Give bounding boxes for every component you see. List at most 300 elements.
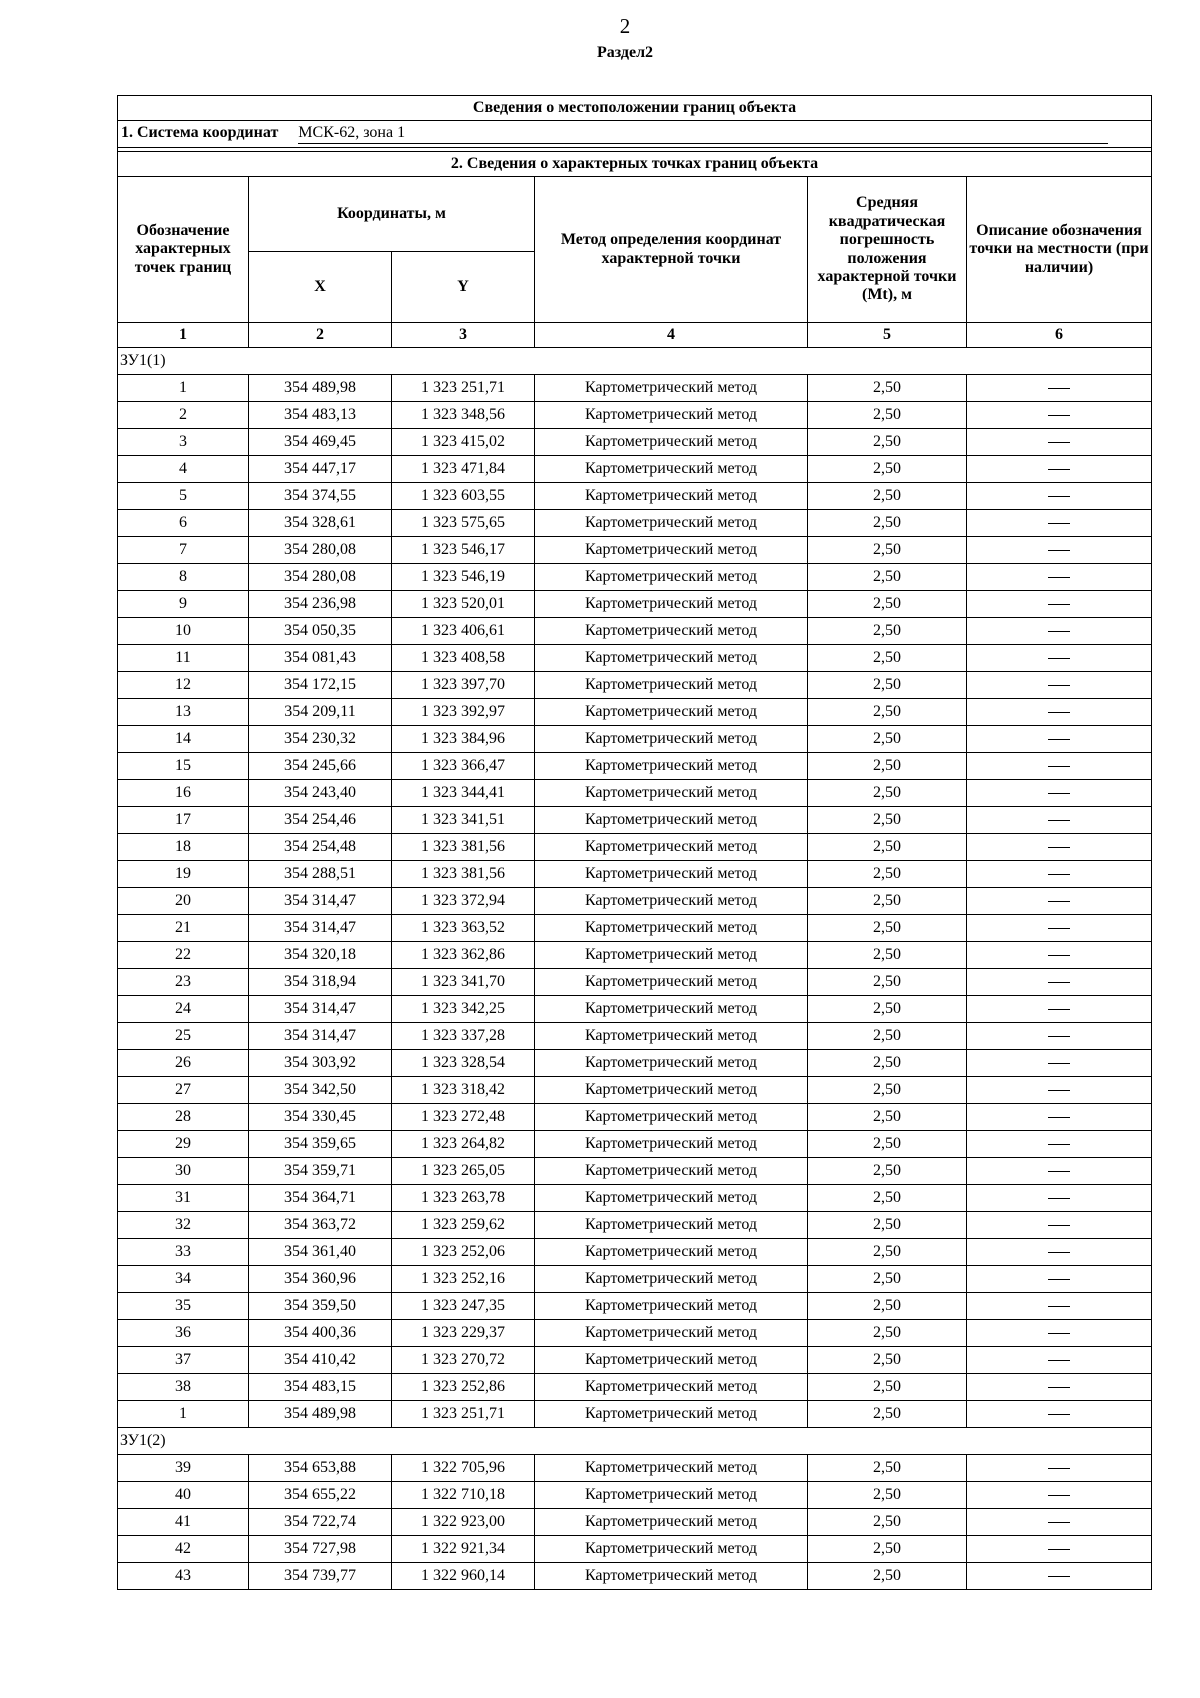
method-cell: Картометрический метод bbox=[535, 996, 808, 1023]
method-cell: Картометрический метод bbox=[535, 1185, 808, 1212]
description-cell bbox=[967, 1320, 1152, 1347]
table-row bbox=[118, 753, 1152, 780]
method-cell: Картометрический метод bbox=[535, 1563, 808, 1590]
y-coordinate-cell: 1 323 366,47 bbox=[392, 753, 535, 780]
error-cell: 2,50 bbox=[808, 861, 967, 888]
error-cell: 2,50 bbox=[808, 1023, 967, 1050]
column-number: 5 bbox=[808, 323, 967, 348]
y-coordinate-cell: 1 323 272,48 bbox=[392, 1104, 535, 1131]
method-cell: Картометрический метод bbox=[535, 483, 808, 510]
description-cell bbox=[967, 969, 1152, 996]
table-row bbox=[118, 1536, 1152, 1563]
y-coordinate-cell: 1 323 344,41 bbox=[392, 780, 535, 807]
x-coordinate-cell: 354 360,96 bbox=[249, 1266, 392, 1293]
x-coordinate-cell: 354 653,88 bbox=[249, 1455, 392, 1482]
dash-mark bbox=[1048, 1549, 1070, 1550]
table-row bbox=[118, 969, 1152, 996]
error-cell: 2,50 bbox=[808, 537, 967, 564]
description-cell bbox=[967, 1536, 1152, 1563]
point-number-cell: 23 bbox=[118, 969, 249, 996]
y-coordinate-cell: 1 323 603,55 bbox=[392, 483, 535, 510]
table-row bbox=[118, 1482, 1152, 1509]
x-coordinate-cell: 354 359,50 bbox=[249, 1293, 392, 1320]
point-number-cell: 39 bbox=[118, 1455, 249, 1482]
table-row bbox=[118, 375, 1152, 402]
y-coordinate-cell: 1 323 229,37 bbox=[392, 1320, 535, 1347]
description-cell bbox=[967, 807, 1152, 834]
dash-mark bbox=[1048, 442, 1070, 443]
column-number: 1 bbox=[118, 323, 249, 348]
table-row bbox=[118, 1455, 1152, 1482]
error-cell: 2,50 bbox=[808, 780, 967, 807]
point-number-cell: 35 bbox=[118, 1293, 249, 1320]
error-cell: 2,50 bbox=[808, 645, 967, 672]
error-cell: 2,50 bbox=[808, 1347, 967, 1374]
x-coordinate-cell: 354 359,65 bbox=[249, 1131, 392, 1158]
error-cell: 2,50 bbox=[808, 1536, 967, 1563]
x-coordinate-cell: 354 400,36 bbox=[249, 1320, 392, 1347]
table-row bbox=[118, 861, 1152, 888]
point-number-cell: 29 bbox=[118, 1131, 249, 1158]
group-label: ЗУ1(1) bbox=[118, 348, 1152, 375]
y-coordinate-cell: 1 323 342,25 bbox=[392, 996, 535, 1023]
description-cell bbox=[967, 1266, 1152, 1293]
method-cell: Картометрический метод bbox=[535, 1239, 808, 1266]
x-coordinate-cell: 354 447,17 bbox=[249, 456, 392, 483]
dash-mark bbox=[1048, 469, 1070, 470]
x-coordinate-cell: 354 359,71 bbox=[249, 1158, 392, 1185]
dash-mark bbox=[1048, 739, 1070, 740]
point-number-cell: 28 bbox=[118, 1104, 249, 1131]
dash-mark bbox=[1048, 1117, 1070, 1118]
table-row bbox=[118, 1185, 1152, 1212]
table-row bbox=[118, 834, 1152, 861]
point-number-cell: 24 bbox=[118, 996, 249, 1023]
point-number-cell: 2 bbox=[118, 402, 249, 429]
y-coordinate-cell: 1 323 575,65 bbox=[392, 510, 535, 537]
dash-mark bbox=[1048, 1279, 1070, 1280]
group-row bbox=[118, 348, 1152, 375]
y-coordinate-cell: 1 323 264,82 bbox=[392, 1131, 535, 1158]
method-cell: Картометрический метод bbox=[535, 1023, 808, 1050]
dash-mark bbox=[1048, 793, 1070, 794]
method-cell: Картометрический метод bbox=[535, 1374, 808, 1401]
method-cell: Картометрический метод bbox=[535, 888, 808, 915]
error-cell: 2,50 bbox=[808, 915, 967, 942]
group-row bbox=[118, 1428, 1152, 1455]
method-cell: Картометрический метод bbox=[535, 510, 808, 537]
description-cell bbox=[967, 726, 1152, 753]
point-number-cell: 17 bbox=[118, 807, 249, 834]
x-coordinate-cell: 354 314,47 bbox=[249, 1023, 392, 1050]
point-number-cell: 40 bbox=[118, 1482, 249, 1509]
point-number-cell: 8 bbox=[118, 564, 249, 591]
dash-mark bbox=[1048, 982, 1070, 983]
method-cell: Картометрический метод bbox=[535, 1482, 808, 1509]
method-cell: Картометрический метод bbox=[535, 1131, 808, 1158]
method-cell: Картометрический метод bbox=[535, 456, 808, 483]
table-row bbox=[118, 537, 1152, 564]
description-cell bbox=[967, 483, 1152, 510]
point-number-cell: 10 bbox=[118, 618, 249, 645]
y-coordinate-cell: 1 323 265,05 bbox=[392, 1158, 535, 1185]
column-number: 4 bbox=[535, 323, 808, 348]
y-coordinate-cell: 1 323 381,56 bbox=[392, 834, 535, 861]
method-cell: Картометрический метод bbox=[535, 807, 808, 834]
description-cell bbox=[967, 672, 1152, 699]
x-coordinate-cell: 354 655,22 bbox=[249, 1482, 392, 1509]
table-row bbox=[118, 564, 1152, 591]
y-coordinate-cell: 1 323 362,86 bbox=[392, 942, 535, 969]
description-cell bbox=[967, 1050, 1152, 1077]
point-number-cell: 43 bbox=[118, 1563, 249, 1590]
method-cell: Картометрический метод bbox=[535, 1401, 808, 1428]
table-row bbox=[118, 915, 1152, 942]
method-cell: Картометрический метод bbox=[535, 942, 808, 969]
x-coordinate-cell: 354 081,43 bbox=[249, 645, 392, 672]
table-row bbox=[118, 1509, 1152, 1536]
column-number: 2 bbox=[249, 323, 392, 348]
point-number-cell: 19 bbox=[118, 861, 249, 888]
dash-mark bbox=[1048, 577, 1070, 578]
point-number-cell: 1 bbox=[118, 1401, 249, 1428]
table-row bbox=[118, 1050, 1152, 1077]
header-method: Метод определения координат характерной точки bbox=[535, 177, 808, 323]
method-cell: Картометрический метод bbox=[535, 429, 808, 456]
x-coordinate-cell: 354 361,40 bbox=[249, 1239, 392, 1266]
y-coordinate-cell: 1 322 710,18 bbox=[392, 1482, 535, 1509]
error-cell: 2,50 bbox=[808, 1374, 967, 1401]
error-cell: 2,50 bbox=[808, 699, 967, 726]
x-coordinate-cell: 354 209,11 bbox=[249, 699, 392, 726]
table-row bbox=[118, 645, 1152, 672]
description-cell bbox=[967, 1158, 1152, 1185]
error-cell: 2,50 bbox=[808, 1509, 967, 1536]
description-cell bbox=[967, 1104, 1152, 1131]
description-cell bbox=[967, 1374, 1152, 1401]
table-row bbox=[118, 1266, 1152, 1293]
y-coordinate-cell: 1 323 381,56 bbox=[392, 861, 535, 888]
y-coordinate-cell: 1 323 384,96 bbox=[392, 726, 535, 753]
dash-mark bbox=[1048, 1198, 1070, 1199]
x-coordinate-cell: 354 303,92 bbox=[249, 1050, 392, 1077]
method-cell: Картометрический метод bbox=[535, 591, 808, 618]
point-number-cell: 18 bbox=[118, 834, 249, 861]
dash-mark bbox=[1048, 604, 1070, 605]
dash-mark bbox=[1048, 550, 1070, 551]
method-cell: Картометрический метод bbox=[535, 1266, 808, 1293]
x-coordinate-cell: 354 243,40 bbox=[249, 780, 392, 807]
boundary-points-table bbox=[117, 95, 1152, 1590]
x-coordinate-cell: 354 050,35 bbox=[249, 618, 392, 645]
dash-mark bbox=[1048, 1171, 1070, 1172]
table-row bbox=[118, 1212, 1152, 1239]
table-row bbox=[118, 1077, 1152, 1104]
dash-mark bbox=[1048, 1576, 1070, 1577]
description-cell bbox=[967, 780, 1152, 807]
table-row bbox=[118, 780, 1152, 807]
error-cell: 2,50 bbox=[808, 456, 967, 483]
x-coordinate-cell: 354 280,08 bbox=[249, 537, 392, 564]
table-row bbox=[118, 483, 1152, 510]
error-cell: 2,50 bbox=[808, 753, 967, 780]
error-cell: 2,50 bbox=[808, 591, 967, 618]
error-cell: 2,50 bbox=[808, 726, 967, 753]
table-row bbox=[118, 807, 1152, 834]
description-cell bbox=[967, 564, 1152, 591]
y-coordinate-cell: 1 323 337,28 bbox=[392, 1023, 535, 1050]
description-cell bbox=[967, 915, 1152, 942]
point-number-cell: 6 bbox=[118, 510, 249, 537]
error-cell: 2,50 bbox=[808, 402, 967, 429]
dash-mark bbox=[1048, 1495, 1070, 1496]
error-cell: 2,50 bbox=[808, 1212, 967, 1239]
error-cell: 2,50 bbox=[808, 1077, 967, 1104]
table-row bbox=[118, 591, 1152, 618]
column-number: 6 bbox=[967, 323, 1152, 348]
y-coordinate-cell: 1 323 415,02 bbox=[392, 429, 535, 456]
table-row bbox=[118, 1563, 1152, 1590]
error-cell: 2,50 bbox=[808, 834, 967, 861]
y-coordinate-cell: 1 323 408,58 bbox=[392, 645, 535, 672]
description-cell bbox=[967, 699, 1152, 726]
error-cell: 2,50 bbox=[808, 996, 967, 1023]
description-cell bbox=[967, 429, 1152, 456]
x-coordinate-cell: 354 363,72 bbox=[249, 1212, 392, 1239]
table-row bbox=[118, 942, 1152, 969]
error-cell: 2,50 bbox=[808, 807, 967, 834]
method-cell: Картометрический метод bbox=[535, 834, 808, 861]
error-cell: 2,50 bbox=[808, 1131, 967, 1158]
table-row bbox=[118, 618, 1152, 645]
dash-mark bbox=[1048, 1144, 1070, 1145]
x-coordinate-cell: 354 489,98 bbox=[249, 375, 392, 402]
point-number-cell: 33 bbox=[118, 1239, 249, 1266]
dash-mark bbox=[1048, 1090, 1070, 1091]
table-row bbox=[118, 429, 1152, 456]
table-row bbox=[118, 1239, 1152, 1266]
table-row bbox=[118, 1293, 1152, 1320]
y-coordinate-cell: 1 323 341,70 bbox=[392, 969, 535, 996]
description-cell bbox=[967, 645, 1152, 672]
table-subtitle: 2. Сведения о характерных точках границ объекта bbox=[118, 152, 1152, 177]
header-error: Средняя квадратическая погрешность положения характерной точки (Mt), м bbox=[808, 177, 967, 323]
point-number-cell: 26 bbox=[118, 1050, 249, 1077]
dash-mark bbox=[1048, 820, 1070, 821]
y-coordinate-cell: 1 322 705,96 bbox=[392, 1455, 535, 1482]
description-cell bbox=[967, 942, 1152, 969]
point-number-cell: 22 bbox=[118, 942, 249, 969]
description-cell bbox=[967, 1023, 1152, 1050]
y-coordinate-cell: 1 322 923,00 bbox=[392, 1509, 535, 1536]
y-coordinate-cell: 1 323 247,35 bbox=[392, 1293, 535, 1320]
description-cell bbox=[967, 1563, 1152, 1590]
method-cell: Картометрический метод bbox=[535, 1347, 808, 1374]
method-cell: Картометрический метод bbox=[535, 780, 808, 807]
header-coordinates: Координаты, м bbox=[249, 177, 535, 252]
method-cell: Картометрический метод bbox=[535, 1509, 808, 1536]
x-coordinate-cell: 354 342,50 bbox=[249, 1077, 392, 1104]
table-row bbox=[118, 402, 1152, 429]
y-coordinate-cell: 1 323 546,19 bbox=[392, 564, 535, 591]
point-number-cell: 34 bbox=[118, 1266, 249, 1293]
description-cell bbox=[967, 1077, 1152, 1104]
dash-mark bbox=[1048, 1225, 1070, 1226]
table-row bbox=[118, 1401, 1152, 1428]
error-cell: 2,50 bbox=[808, 1563, 967, 1590]
x-coordinate-cell: 354 469,45 bbox=[249, 429, 392, 456]
dash-mark bbox=[1048, 496, 1070, 497]
x-coordinate-cell: 354 727,98 bbox=[249, 1536, 392, 1563]
y-coordinate-cell: 1 323 252,06 bbox=[392, 1239, 535, 1266]
point-number-cell: 4 bbox=[118, 456, 249, 483]
point-number-cell: 1 bbox=[118, 375, 249, 402]
header-description: Описание обозначения точки на местности (при наличии) bbox=[967, 177, 1152, 323]
table-row bbox=[118, 672, 1152, 699]
description-cell bbox=[967, 1482, 1152, 1509]
point-number-cell: 13 bbox=[118, 699, 249, 726]
header-designation: Обозначение характерных точек границ bbox=[118, 177, 249, 323]
table-row bbox=[118, 996, 1152, 1023]
y-coordinate-cell: 1 323 252,86 bbox=[392, 1374, 535, 1401]
method-cell: Картометрический метод bbox=[535, 1320, 808, 1347]
dash-mark bbox=[1048, 388, 1070, 389]
dash-mark bbox=[1048, 1414, 1070, 1415]
description-cell bbox=[967, 1455, 1152, 1482]
page-number: 2 bbox=[619, 14, 631, 38]
method-cell: Картометрический метод bbox=[535, 1212, 808, 1239]
method-cell: Картометрический метод bbox=[535, 861, 808, 888]
point-number-cell: 27 bbox=[118, 1077, 249, 1104]
error-cell: 2,50 bbox=[808, 1482, 967, 1509]
x-coordinate-cell: 354 483,15 bbox=[249, 1374, 392, 1401]
x-coordinate-cell: 354 483,13 bbox=[249, 402, 392, 429]
method-cell: Картометрический метод bbox=[535, 1158, 808, 1185]
method-cell: Картометрический метод bbox=[535, 564, 808, 591]
point-number-cell: 5 bbox=[118, 483, 249, 510]
x-coordinate-cell: 354 254,46 bbox=[249, 807, 392, 834]
coord-system-value: МСК-62, зона 1 bbox=[298, 124, 1108, 143]
table-row bbox=[118, 1158, 1152, 1185]
table-body bbox=[118, 348, 1152, 1590]
table-row bbox=[118, 888, 1152, 915]
error-cell: 2,50 bbox=[808, 1104, 967, 1131]
x-coordinate-cell: 354 489,98 bbox=[249, 1401, 392, 1428]
error-cell: 2,50 bbox=[808, 429, 967, 456]
table-row bbox=[118, 1320, 1152, 1347]
error-cell: 2,50 bbox=[808, 672, 967, 699]
point-number-cell: 31 bbox=[118, 1185, 249, 1212]
group-label: ЗУ1(2) bbox=[118, 1428, 1152, 1455]
x-coordinate-cell: 354 172,15 bbox=[249, 672, 392, 699]
header-x: X bbox=[249, 252, 392, 323]
y-coordinate-cell: 1 323 546,17 bbox=[392, 537, 535, 564]
table-row bbox=[118, 510, 1152, 537]
description-cell bbox=[967, 834, 1152, 861]
x-coordinate-cell: 354 328,61 bbox=[249, 510, 392, 537]
y-coordinate-cell: 1 323 363,52 bbox=[392, 915, 535, 942]
dash-mark bbox=[1048, 415, 1070, 416]
error-cell: 2,50 bbox=[808, 483, 967, 510]
description-cell bbox=[967, 591, 1152, 618]
x-coordinate-cell: 354 230,32 bbox=[249, 726, 392, 753]
method-cell: Картометрический метод bbox=[535, 375, 808, 402]
description-cell bbox=[967, 861, 1152, 888]
method-cell: Картометрический метод bbox=[535, 1455, 808, 1482]
method-cell: Картометрический метод bbox=[535, 915, 808, 942]
x-coordinate-cell: 354 314,47 bbox=[249, 915, 392, 942]
description-cell bbox=[967, 1185, 1152, 1212]
x-coordinate-cell: 354 410,42 bbox=[249, 1347, 392, 1374]
table-row bbox=[118, 1131, 1152, 1158]
description-cell bbox=[967, 1239, 1152, 1266]
dash-mark bbox=[1048, 1036, 1070, 1037]
point-number-cell: 38 bbox=[118, 1374, 249, 1401]
dash-mark bbox=[1048, 1387, 1070, 1388]
error-cell: 2,50 bbox=[808, 375, 967, 402]
y-coordinate-cell: 1 323 372,94 bbox=[392, 888, 535, 915]
dash-mark bbox=[1048, 1333, 1070, 1334]
description-cell bbox=[967, 996, 1152, 1023]
method-cell: Картометрический метод bbox=[535, 699, 808, 726]
point-number-cell: 36 bbox=[118, 1320, 249, 1347]
method-cell: Картометрический метод bbox=[535, 1536, 808, 1563]
method-cell: Картометрический метод bbox=[535, 1050, 808, 1077]
point-number-cell: 11 bbox=[118, 645, 249, 672]
x-coordinate-cell: 354 374,55 bbox=[249, 483, 392, 510]
y-coordinate-cell: 1 323 341,51 bbox=[392, 807, 535, 834]
dash-mark bbox=[1048, 1009, 1070, 1010]
method-cell: Картометрический метод bbox=[535, 753, 808, 780]
x-coordinate-cell: 354 330,45 bbox=[249, 1104, 392, 1131]
y-coordinate-cell: 1 323 251,71 bbox=[392, 1401, 535, 1428]
description-cell bbox=[967, 1293, 1152, 1320]
error-cell: 2,50 bbox=[808, 1293, 967, 1320]
column-numbers-row bbox=[118, 323, 1152, 348]
column-number: 3 bbox=[392, 323, 535, 348]
method-cell: Картометрический метод bbox=[535, 969, 808, 996]
point-number-cell: 3 bbox=[118, 429, 249, 456]
y-coordinate-cell: 1 322 960,14 bbox=[392, 1563, 535, 1590]
y-coordinate-cell: 1 323 251,71 bbox=[392, 375, 535, 402]
point-number-cell: 42 bbox=[118, 1536, 249, 1563]
dash-mark bbox=[1048, 901, 1070, 902]
dash-mark bbox=[1048, 658, 1070, 659]
point-number-cell: 9 bbox=[118, 591, 249, 618]
x-coordinate-cell: 354 739,77 bbox=[249, 1563, 392, 1590]
error-cell: 2,50 bbox=[808, 1320, 967, 1347]
table-row bbox=[118, 456, 1152, 483]
dash-mark bbox=[1048, 1252, 1070, 1253]
y-coordinate-cell: 1 323 318,42 bbox=[392, 1077, 535, 1104]
method-cell: Картометрический метод bbox=[535, 1077, 808, 1104]
coord-system-row bbox=[118, 121, 1152, 148]
error-cell: 2,50 bbox=[808, 1266, 967, 1293]
x-coordinate-cell: 354 722,74 bbox=[249, 1509, 392, 1536]
y-coordinate-cell: 1 323 392,97 bbox=[392, 699, 535, 726]
x-coordinate-cell: 354 236,98 bbox=[249, 591, 392, 618]
coord-system-label: 1. Система координат bbox=[121, 124, 279, 142]
point-number-cell: 7 bbox=[118, 537, 249, 564]
x-coordinate-cell: 354 245,66 bbox=[249, 753, 392, 780]
error-cell: 2,50 bbox=[808, 942, 967, 969]
y-coordinate-cell: 1 323 252,16 bbox=[392, 1266, 535, 1293]
error-cell: 2,50 bbox=[808, 1050, 967, 1077]
table-row bbox=[118, 1104, 1152, 1131]
x-coordinate-cell: 354 364,71 bbox=[249, 1185, 392, 1212]
error-cell: 2,50 bbox=[808, 1158, 967, 1185]
y-coordinate-cell: 1 323 263,78 bbox=[392, 1185, 535, 1212]
